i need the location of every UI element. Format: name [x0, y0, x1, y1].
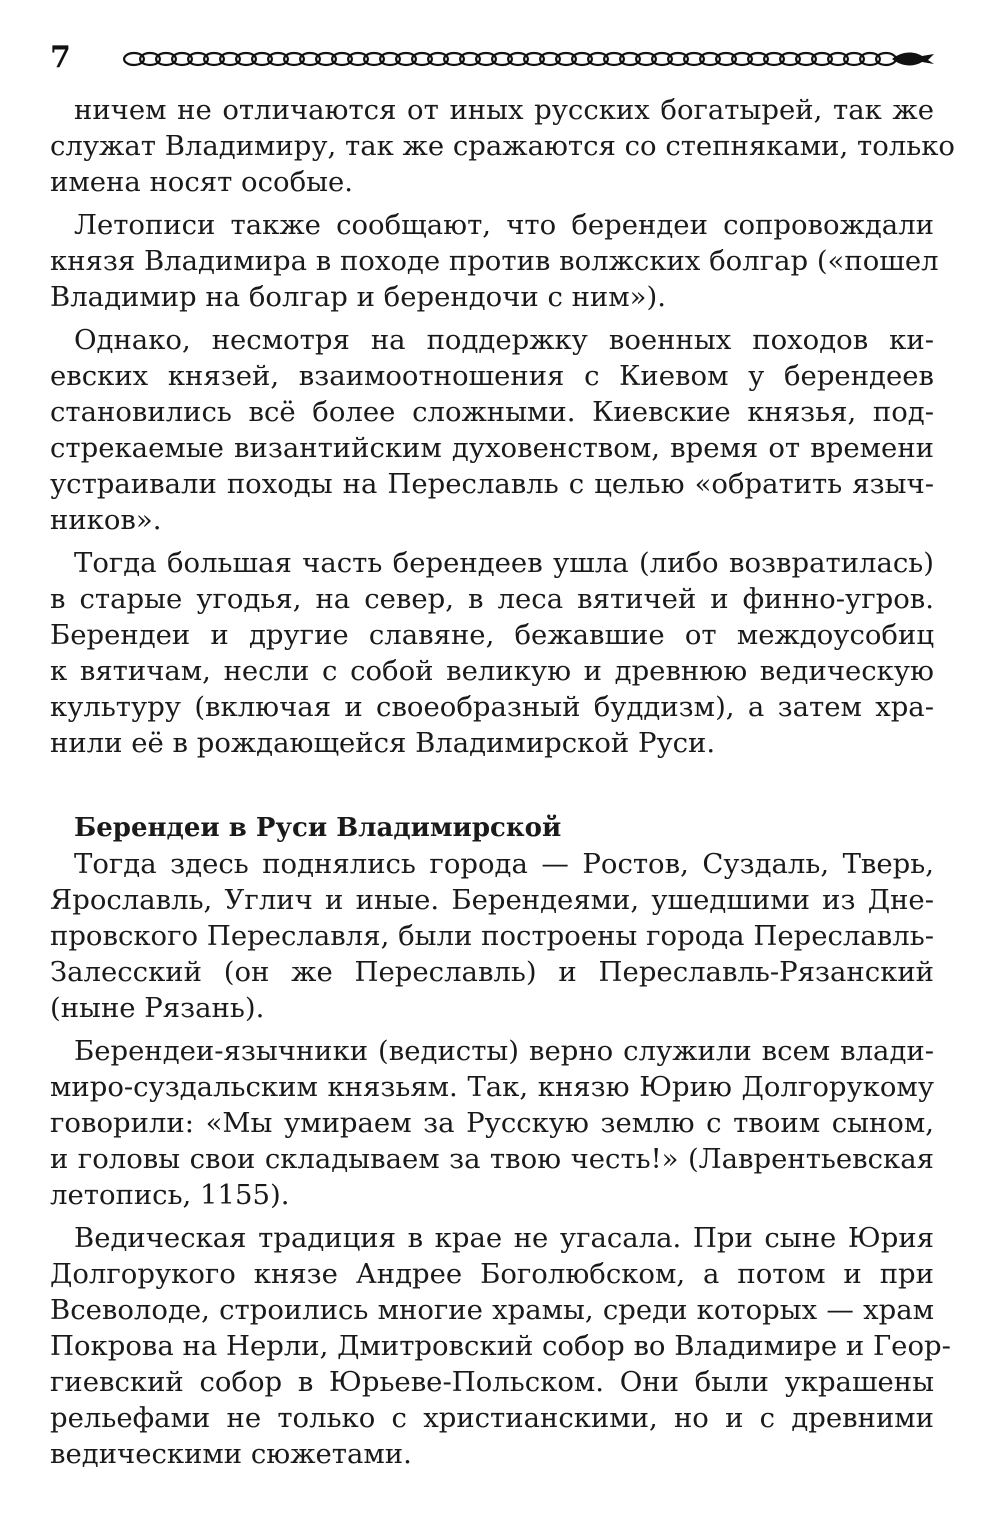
text-line: евских князей, взаимоотношения с Киевом у берендеев — [50, 360, 934, 392]
text-line: провского Переславля, были построены города Переславль- — [50, 920, 934, 952]
text-line: Залесский (он же Переславль) и Переславль-Рязанский — [50, 956, 934, 988]
text-line: Покрова на Нерли, Дмитровский собор во Владимире и Геор- — [50, 1330, 951, 1362]
body-text — [50, 92, 955, 1479]
text-line: Тогда здесь поднялись города — Ростов, Суздаль, Тверь, — [74, 848, 934, 880]
text-line: Долгорукого князе Андрее Боголюбском, а потом и при — [50, 1258, 934, 1290]
text-line: служат Владимиру, так же сражаются со степняками, только — [50, 130, 955, 162]
text-line: Тогда большая часть берендеев ушла (либо возвратилась) — [74, 547, 934, 579]
paragraph — [50, 846, 934, 1026]
page-number: 7 — [50, 40, 71, 75]
paragraph — [50, 1033, 934, 1213]
paragraph — [50, 92, 955, 200]
text-line: ников». — [50, 504, 162, 536]
text-line: Однако, несмотря на поддержку военных походов ки- — [74, 324, 934, 356]
section-heading: Берендеи в Руси Владимирской — [74, 813, 562, 843]
text-line: имена носят особые. — [50, 166, 354, 198]
text-line: летопись, 1155). — [50, 1179, 290, 1211]
paragraph — [50, 1220, 951, 1472]
paragraph — [50, 207, 939, 315]
braided-rope-ornament-icon — [122, 48, 934, 70]
text-line: (ныне Рязань). — [50, 992, 265, 1024]
text-line: становились всё более сложными. Киевские князья, под- — [50, 396, 934, 428]
text-line: князя Владимира в походе против волжских болгар («пошел — [50, 245, 939, 277]
paragraphs-after-heading — [50, 846, 951, 1472]
text-line: говорили: «Мы умираем за Русскую землю с твоим сыном, — [50, 1107, 934, 1139]
text-line: Ведическая традиция в крае не угасала. При сыне Юрия — [74, 1222, 934, 1254]
text-line: Владимир на болгар и берендочи с ним»). — [50, 281, 666, 313]
text-line: ничем не отличаются от иных русских богатырей, так же — [74, 94, 934, 126]
text-line: устраивали походы на Переславль с целью «обратить языч- — [50, 468, 934, 500]
text-line: Берендеи и другие славяне, бежавшие от междоусобиц — [50, 619, 934, 651]
paragraph — [50, 545, 934, 761]
text-line: нили её в рождающейся Владимирской Руси. — [50, 727, 716, 759]
text-line: Ярославль, Углич и иные. Берендеями, ушедшими из Дне- — [50, 884, 934, 916]
text-line: стрекаемые византийским духовенством, время от времени — [50, 432, 934, 464]
text-line: Летописи также сообщают, что берендеи сопровождали — [74, 209, 934, 241]
text-line: миро-суздальским князьям. Так, князю Юрию Долгорукому — [50, 1071, 934, 1103]
text-line: в старые угодья, на север, в леса вятичей и финно-угров. — [50, 583, 934, 615]
text-line: Всеволоде, строились многие храмы, среди которых — храм — [50, 1294, 934, 1326]
text-line: рельефами не только с христианскими, но и с древними — [50, 1402, 934, 1434]
paragraphs-before-heading — [50, 92, 955, 761]
text-line: к вятичам, несли с собой великую и древнюю ведическую — [50, 655, 934, 687]
text-line: культуру (включая и своеобразный буддизм), а затем хра- — [50, 691, 934, 723]
text-line: гиевский собор в Юрьеве-Польском. Они были украшены — [50, 1366, 934, 1398]
text-line: Берендеи-язычники (ведисты) верно служили всем влади- — [74, 1035, 934, 1067]
text-line: ведическими сюжетами. — [50, 1438, 412, 1470]
text-line: и головы свои складываем за твою честь!» (Лаврентьевская — [50, 1143, 934, 1175]
page-header — [50, 38, 940, 82]
paragraph — [50, 322, 934, 538]
